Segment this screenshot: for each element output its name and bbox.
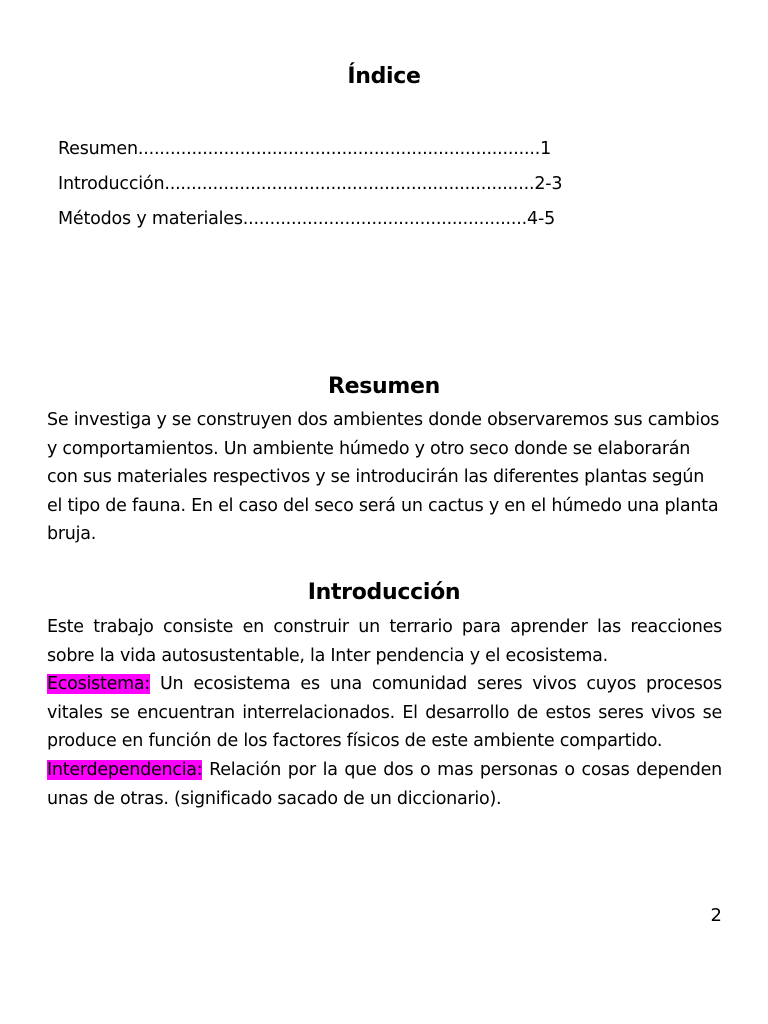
toc-entry-page: 4-5: [527, 209, 555, 229]
toc-entry-dots: .....................................................................: [164, 174, 535, 194]
toc-entry[interactable]: [58, 135, 658, 170]
toc-entry[interactable]: [58, 170, 658, 205]
highlighted-term: Interdependencia:: [47, 759, 203, 780]
introduccion-heading: Introducción: [307, 580, 461, 605]
definition-text: Relación por la que dos o mas personas o cosas dependen unas de otras. (significado sacado de un diccionario).: [47, 759, 722, 809]
toc-entry-dots: ...........................................................................: [137, 139, 541, 159]
page-number: 2: [710, 905, 722, 926]
toc-entry-label: Métodos y materiales: [58, 209, 243, 229]
toc-entry-page: 1: [540, 139, 552, 159]
resumen-heading: Resumen: [327, 374, 441, 399]
introduccion-body: [47, 613, 722, 813]
introduccion-paragraph: Este trabajo consiste en construir un terrario para aprender las reacciones sobre la vida autosustentable, la Inter pendencia y el ecosistema.: [47, 617, 722, 666]
definition-ecosistema: [47, 670, 722, 756]
toc-entry-page: 2-3: [534, 174, 563, 194]
toc-entry-dots: .....................................................: [242, 209, 528, 229]
highlighted-term: Ecosistema:: [47, 674, 151, 695]
table-of-contents: [58, 135, 658, 240]
resumen-paragraph: Se investiga y se construyen dos ambientes donde observaremos sus cambios y comportamientos. Un ambiente húmedo y otro seco donde se elaborarán con sus materiales respectivos y se introducirán las diferentes plantas según el tipo de fauna. En el caso del seco será un cactus y en el húmedo una planta bruja.: [47, 410, 720, 545]
definition-interdependencia: [47, 756, 722, 813]
toc-entry-label: Resumen: [58, 139, 138, 159]
index-title: Índice: [347, 64, 421, 89]
toc-entry[interactable]: [58, 205, 658, 240]
definition-text: Un ecosistema es una comunidad seres vivos cuyos procesos vitales se encuentran interrelacionados. El desarrollo de estos seres vivos se produce en función de los factores físicos de este ambiente compartido.: [47, 674, 722, 752]
toc-entry-label: Introducción: [58, 174, 165, 194]
